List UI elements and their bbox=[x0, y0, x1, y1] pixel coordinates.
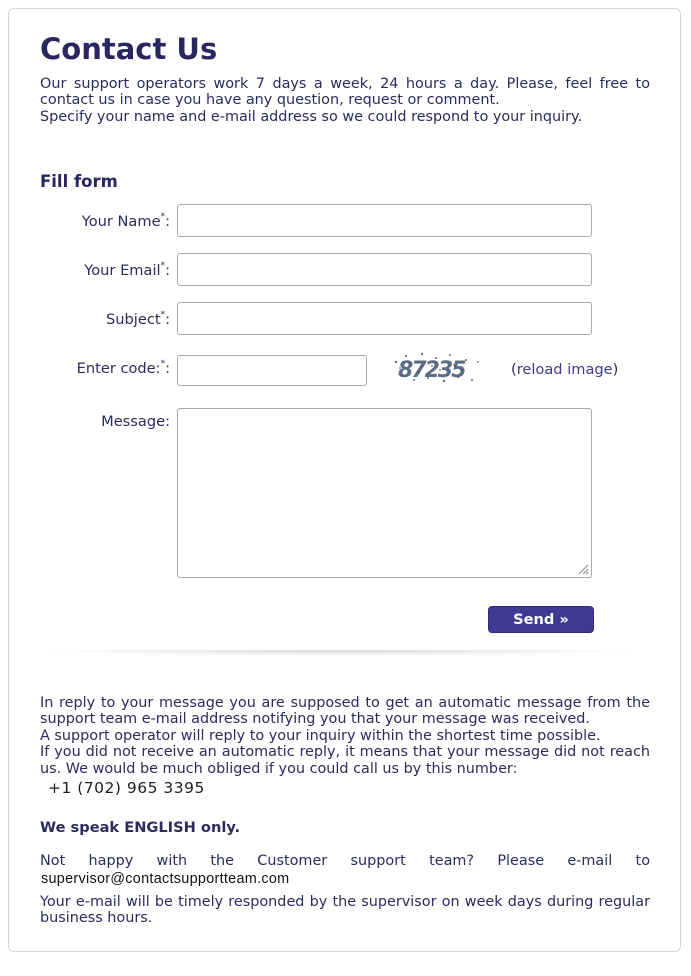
reply-paragraph-1: In reply to your message you are supposed to get an automatic message from the support team e-mail address notifying you that your message was received. bbox=[40, 695, 650, 728]
required-mark: * bbox=[160, 310, 166, 320]
name-input[interactable] bbox=[177, 204, 592, 237]
intro-text bbox=[40, 76, 650, 125]
code-input[interactable] bbox=[177, 355, 367, 386]
required-mark: * bbox=[160, 212, 166, 222]
divider bbox=[45, 650, 635, 656]
intro-line-1: Our support operators work 7 days a week, 24 hours a day. Please, feel free to contact us in case you have any question, request or comment. bbox=[40, 76, 650, 109]
captcha-code: 87235 bbox=[398, 358, 465, 383]
email-label-text: Your Email bbox=[84, 262, 161, 279]
language-note: We speak ENGLISH only. bbox=[40, 819, 241, 836]
label-colon: : bbox=[165, 213, 170, 230]
subject-input[interactable] bbox=[177, 302, 592, 335]
page-title: Contact Us bbox=[40, 32, 218, 66]
unhappy-text: Not happy with the Customer support team? Please e-mail to bbox=[40, 853, 650, 869]
required-mark: * bbox=[160, 359, 166, 369]
supervisor-email: supervisor@contactsupportteam.com bbox=[41, 871, 290, 887]
subject-label bbox=[106, 310, 170, 328]
subject-label-text: Subject bbox=[106, 311, 161, 328]
name-label bbox=[82, 212, 170, 230]
send-button[interactable]: Send » bbox=[488, 606, 594, 633]
label-colon: : bbox=[165, 262, 170, 279]
required-mark: * bbox=[160, 261, 166, 271]
code-label-text: Enter code: bbox=[76, 360, 161, 377]
message-textarea[interactable] bbox=[177, 408, 592, 578]
reload-paren-close: ) bbox=[612, 361, 619, 378]
email-label bbox=[84, 261, 170, 279]
reply-info bbox=[40, 695, 650, 777]
reload-wrapper bbox=[511, 361, 618, 378]
fill-form-heading: Fill form bbox=[40, 172, 118, 191]
respond-text: Your e-mail will be timely responded by the supervisor on week days during regular business hours. bbox=[40, 894, 650, 927]
name-label-text: Your Name bbox=[81, 213, 161, 230]
email-input[interactable] bbox=[177, 253, 592, 286]
phone-number: +1 (702) 965 3395 bbox=[48, 779, 205, 797]
label-colon: : bbox=[165, 360, 170, 377]
resize-grip-icon[interactable] bbox=[577, 563, 589, 575]
label-colon: : bbox=[165, 311, 170, 328]
reply-paragraph-2: A support operator will reply to your inquiry within the shortest time possible. bbox=[40, 727, 601, 744]
reply-paragraph-3: If you did not receive an automatic reply, it means that your message did not reach us. We would be much obliged if you could call us by this number: bbox=[40, 744, 650, 777]
code-label bbox=[77, 359, 170, 377]
reload-paren-open: ( bbox=[511, 361, 517, 378]
intro-line-2: Specify your name and e-mail address so we could respond to your inquiry. bbox=[40, 108, 583, 125]
message-label: Message: bbox=[101, 413, 170, 430]
captcha-image bbox=[392, 350, 508, 386]
reload-image-link[interactable]: reload image bbox=[516, 361, 613, 378]
